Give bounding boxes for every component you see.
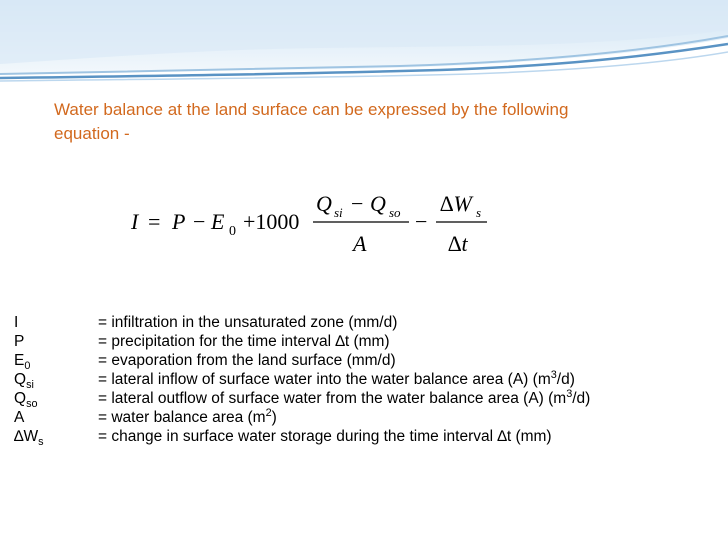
intro-line-2: equation -	[54, 124, 130, 143]
symbol-main: ∆W	[14, 428, 39, 445]
definition-row	[14, 351, 714, 373]
definition-text-tail: /d)	[556, 371, 575, 388]
symbol-main: I	[14, 314, 19, 331]
symbol-main: A	[14, 409, 25, 426]
definition-symbol	[14, 370, 98, 392]
definition-row	[14, 313, 714, 332]
eq-num-q1: Q	[316, 191, 332, 216]
definition-text-main: = infiltration in the unsaturated zone (mm/d)	[98, 314, 398, 331]
eq-dw: ∆W	[440, 191, 472, 216]
eq-lhs: I	[131, 209, 139, 234]
symbol-subscript: si	[26, 379, 34, 392]
definition-row	[14, 332, 714, 351]
definition-symbol	[14, 408, 98, 427]
unit-superscript: 2	[265, 406, 272, 419]
definition-text	[98, 370, 714, 389]
eq-plus-1000: +1000	[243, 209, 300, 234]
definition-row	[14, 368, 714, 392]
header-wave-banner	[0, 0, 728, 90]
eq-num-minus: −	[351, 191, 364, 216]
definition-text	[98, 332, 714, 351]
definition-symbol	[14, 389, 98, 411]
definition-symbol	[14, 427, 98, 449]
eq-minus-2: −	[415, 209, 428, 234]
eq-equals: =	[148, 209, 161, 234]
definition-symbol	[14, 313, 98, 332]
eq-num-q1-sub: si	[334, 205, 343, 220]
eq-dt: ∆t	[448, 231, 468, 256]
eq-den-a: A	[353, 231, 367, 256]
definition-symbol	[14, 351, 98, 373]
symbol-main: Q	[14, 371, 27, 388]
eq-num-q2: Q	[370, 191, 386, 216]
definition-row	[14, 387, 714, 411]
definition-row	[14, 408, 714, 427]
symbol-subscript: 0	[24, 360, 31, 373]
definition-row	[14, 427, 714, 449]
definition-symbol	[14, 332, 98, 351]
eq-minus-1: −	[193, 209, 206, 234]
definitions-list	[14, 313, 714, 449]
water-balance-equation	[0, 180, 728, 280]
eq-num-q2-sub: so	[389, 205, 401, 220]
definition-text-main: = evaporation from the land surface (mm/d)	[98, 352, 396, 369]
eq-dw-sub: s	[476, 205, 482, 220]
unit-superscript: 3	[550, 368, 557, 381]
definition-text	[98, 351, 714, 370]
eq-e: E	[211, 209, 225, 234]
definition-text-main: = lateral inflow of surface water into the water balance area (A) (m	[98, 371, 551, 388]
definition-text	[98, 408, 714, 427]
definition-text	[98, 313, 714, 332]
symbol-main: E	[14, 352, 25, 369]
unit-superscript: 3	[566, 387, 573, 400]
symbol-main: Q	[14, 390, 27, 407]
symbol-subscript: s	[38, 436, 44, 449]
definition-text-main: = change in surface water storage during the time interval ∆t (mm)	[98, 428, 552, 445]
symbol-subscript: so	[26, 398, 38, 411]
symbol-main: P	[14, 333, 25, 350]
eq-p: P	[172, 209, 186, 234]
eq-e-sub: 0	[229, 224, 236, 239]
definition-text-main: = lateral outflow of surface water from the water balance area (A) (m	[98, 390, 567, 407]
definition-text	[98, 427, 714, 446]
definition-text	[98, 389, 714, 408]
intro-text	[54, 98, 674, 146]
intro-line-1: Water balance at the land surface can be expressed by the following	[54, 100, 569, 119]
definition-text-tail: /d)	[572, 390, 591, 407]
definition-text-main: = water balance area (m	[98, 409, 266, 426]
definition-text-tail: )	[271, 409, 277, 426]
definition-text-main: = precipitation for the time interval ∆t (mm)	[98, 333, 390, 350]
